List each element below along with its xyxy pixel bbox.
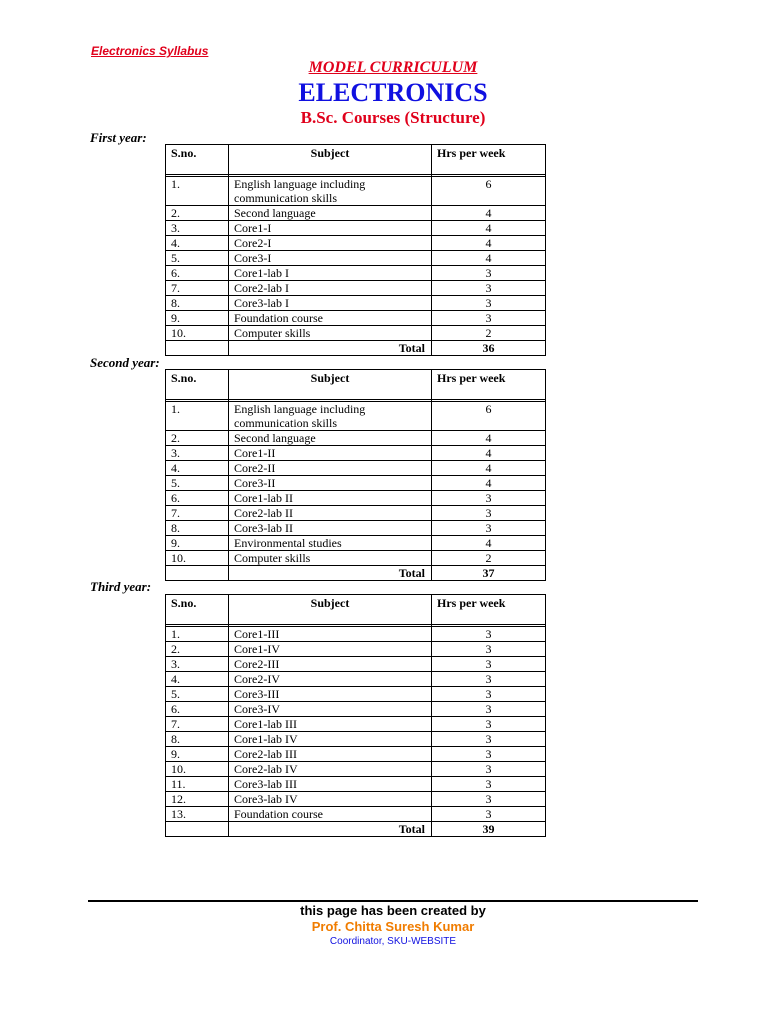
- sno-cell: 5.: [166, 251, 229, 266]
- hrs-cell: 3: [432, 506, 546, 521]
- subject-cell: Environmental studies: [229, 536, 432, 551]
- sno-cell: 2.: [166, 206, 229, 221]
- sno-cell: 2.: [166, 642, 229, 657]
- hrs-cell: 3: [432, 642, 546, 657]
- sno-cell: 7.: [166, 717, 229, 732]
- sno-cell: 9.: [166, 747, 229, 762]
- hrs-cell: 3: [432, 296, 546, 311]
- subject-cell: Computer skills: [229, 326, 432, 341]
- sno-cell: 9.: [166, 536, 229, 551]
- subject-cell: Core3-lab II: [229, 521, 432, 536]
- hrs-cell: 2: [432, 326, 546, 341]
- sno-cell: 7.: [166, 281, 229, 296]
- subject-cell: Core3-IV: [229, 702, 432, 717]
- subject-cell: Foundation course: [229, 807, 432, 822]
- hrs-cell: 4: [432, 251, 546, 266]
- year-label-first: First year:: [90, 130, 147, 145]
- total-row: [166, 566, 546, 581]
- hrs-cell: 3: [432, 762, 546, 777]
- hrs-cell: 4: [432, 446, 546, 461]
- subject-cell: Core3-II: [229, 476, 432, 491]
- table-row: [166, 281, 546, 296]
- year-label-second: Second year:: [90, 355, 160, 370]
- sno-cell: 4.: [166, 672, 229, 687]
- hrs-cell: 3: [432, 281, 546, 296]
- total-value: 37: [432, 566, 546, 581]
- sno-cell: 5.: [166, 476, 229, 491]
- subject-cell: Core1-lab II: [229, 491, 432, 506]
- table-header-row: [166, 595, 546, 625]
- subject-cell: Core2-lab II: [229, 506, 432, 521]
- page-title: ELECTRONICS: [298, 78, 488, 107]
- col-header-hrs: Hrs per week: [432, 370, 546, 400]
- subject-cell: Second language: [229, 206, 432, 221]
- hrs-cell: 3: [432, 747, 546, 762]
- curriculum-table-third-year: [165, 594, 546, 837]
- subject-cell: Computer skills: [229, 551, 432, 566]
- subject-cell: Core3-I: [229, 251, 432, 266]
- year-label-third: Third year:: [90, 579, 152, 594]
- hrs-cell: 4: [432, 536, 546, 551]
- hrs-cell: 3: [432, 732, 546, 747]
- table-row: [166, 251, 546, 266]
- hrs-cell: 3: [432, 807, 546, 822]
- col-header-sno: S.no.: [166, 370, 229, 400]
- table-row: [166, 266, 546, 281]
- subject-cell: Core1-lab III: [229, 717, 432, 732]
- table-row: [166, 717, 546, 732]
- table-row: [166, 642, 546, 657]
- sno-cell: 9.: [166, 311, 229, 326]
- table-row: [166, 687, 546, 702]
- total-empty-cell: [166, 822, 229, 837]
- hrs-cell: 6: [432, 177, 546, 206]
- table-row: [166, 732, 546, 747]
- page-subtitle: B.Sc. Courses (Structure): [300, 108, 486, 127]
- table-row: [166, 657, 546, 672]
- hrs-cell: 4: [432, 236, 546, 251]
- subject-cell: Core1-lab I: [229, 266, 432, 281]
- hrs-cell: 3: [432, 702, 546, 717]
- table-row: [166, 747, 546, 762]
- sno-cell: 6.: [166, 491, 229, 506]
- table-row: [166, 506, 546, 521]
- subject-cell: Core3-lab IV: [229, 792, 432, 807]
- table-row: [166, 672, 546, 687]
- electronics-syllabus-link[interactable]: Electronics Syllabus: [91, 44, 209, 58]
- subject-cell: Core3-lab III: [229, 777, 432, 792]
- subject-cell: Core3-III: [229, 687, 432, 702]
- total-value: 39: [432, 822, 546, 837]
- hrs-cell: 4: [432, 431, 546, 446]
- table-header-row: [166, 370, 546, 400]
- sno-cell: 3.: [166, 657, 229, 672]
- total-empty-cell: [166, 566, 229, 581]
- subject-cell: Core1-II: [229, 446, 432, 461]
- table-row: [166, 431, 546, 446]
- subject-cell: Core2-III: [229, 657, 432, 672]
- footer-author: Prof. Chitta Suresh Kumar: [311, 919, 475, 934]
- hrs-cell: 2: [432, 551, 546, 566]
- subject-cell: Core2-IV: [229, 672, 432, 687]
- table-row: [166, 296, 546, 311]
- table-row: [166, 702, 546, 717]
- subject-cell: Core2-lab I: [229, 281, 432, 296]
- sno-cell: 4.: [166, 236, 229, 251]
- subject-cell: Core1-I: [229, 221, 432, 236]
- hrs-cell: 6: [432, 402, 546, 431]
- hrs-cell: 3: [432, 491, 546, 506]
- total-label: Total: [229, 341, 432, 356]
- sno-cell: 10.: [166, 551, 229, 566]
- footer-divider: [88, 900, 698, 902]
- sno-cell: 10.: [166, 762, 229, 777]
- sno-cell: 4.: [166, 461, 229, 476]
- hrs-cell: 4: [432, 221, 546, 236]
- sno-cell: 3.: [166, 221, 229, 236]
- total-label: Total: [229, 822, 432, 837]
- sno-cell: 10.: [166, 326, 229, 341]
- table-row: [166, 491, 546, 506]
- subject-cell: Foundation course: [229, 311, 432, 326]
- subject-cell: Core1-IV: [229, 642, 432, 657]
- table-row: [166, 536, 546, 551]
- subject-cell: Second language: [229, 431, 432, 446]
- table-row: [166, 177, 546, 206]
- footer-role: Coordinator, SKU-WEBSITE: [329, 936, 457, 947]
- sno-cell: 8.: [166, 521, 229, 536]
- table-row: [166, 476, 546, 491]
- col-header-sno: S.no.: [166, 595, 229, 625]
- table-row: [166, 326, 546, 341]
- total-row: [166, 822, 546, 837]
- sno-cell: 2.: [166, 431, 229, 446]
- hrs-cell: 3: [432, 311, 546, 326]
- table-row: [166, 221, 546, 236]
- sno-cell: 3.: [166, 446, 229, 461]
- col-header-sno: S.no.: [166, 145, 229, 175]
- footer-created-by: this page has been created by: [300, 903, 486, 918]
- hrs-cell: 3: [432, 777, 546, 792]
- total-empty-cell: [166, 341, 229, 356]
- hrs-cell: 3: [432, 672, 546, 687]
- subject-cell: Core2-II: [229, 461, 432, 476]
- hrs-cell: 3: [432, 687, 546, 702]
- table-row: [166, 777, 546, 792]
- curriculum-table-first-year: [165, 144, 546, 356]
- table-header-row: [166, 145, 546, 175]
- sno-cell: 5.: [166, 687, 229, 702]
- sno-cell: 1.: [166, 627, 229, 642]
- col-header-hrs: Hrs per week: [432, 145, 546, 175]
- col-header-subject: Subject: [229, 145, 432, 175]
- table-row: [166, 762, 546, 777]
- subject-cell: Core2-lab III: [229, 747, 432, 762]
- hrs-cell: 3: [432, 521, 546, 536]
- table-row: [166, 551, 546, 566]
- hrs-cell: 3: [432, 627, 546, 642]
- sno-cell: 11.: [166, 777, 229, 792]
- table-row: [166, 461, 546, 476]
- subject-cell: English language including communication skills: [229, 402, 432, 431]
- sno-cell: 1.: [166, 402, 229, 431]
- hrs-cell: 4: [432, 461, 546, 476]
- table-row: [166, 446, 546, 461]
- sno-cell: 6.: [166, 702, 229, 717]
- table-row: [166, 627, 546, 642]
- sno-cell: 1.: [166, 177, 229, 206]
- subject-cell: Core1-lab IV: [229, 732, 432, 747]
- table-row: [166, 792, 546, 807]
- sno-cell: 13.: [166, 807, 229, 822]
- hrs-cell: 4: [432, 206, 546, 221]
- table-row: [166, 807, 546, 822]
- sno-cell: 12.: [166, 792, 229, 807]
- curriculum-table-second-year: [165, 369, 546, 581]
- subject-cell: Core2-I: [229, 236, 432, 251]
- col-header-subject: Subject: [229, 370, 432, 400]
- subject-cell: English language including communication skills: [229, 177, 432, 206]
- total-value: 36: [432, 341, 546, 356]
- col-header-hrs: Hrs per week: [432, 595, 546, 625]
- hrs-cell: 4: [432, 476, 546, 491]
- total-label: Total: [229, 566, 432, 581]
- hrs-cell: 3: [432, 792, 546, 807]
- table-row: [166, 311, 546, 326]
- sno-cell: 7.: [166, 506, 229, 521]
- subject-cell: Core2-lab IV: [229, 762, 432, 777]
- hrs-cell: 3: [432, 657, 546, 672]
- table-row: [166, 521, 546, 536]
- hrs-cell: 3: [432, 717, 546, 732]
- total-row: [166, 341, 546, 356]
- model-curriculum-heading: MODEL CURRICULUM: [308, 59, 478, 76]
- table-row: [166, 402, 546, 431]
- sno-cell: 8.: [166, 732, 229, 747]
- table-row: [166, 206, 546, 221]
- col-header-subject: Subject: [229, 595, 432, 625]
- sno-cell: 8.: [166, 296, 229, 311]
- hrs-cell: 3: [432, 266, 546, 281]
- subject-cell: Core3-lab I: [229, 296, 432, 311]
- table-row: [166, 236, 546, 251]
- sno-cell: 6.: [166, 266, 229, 281]
- subject-cell: Core1-III: [229, 627, 432, 642]
